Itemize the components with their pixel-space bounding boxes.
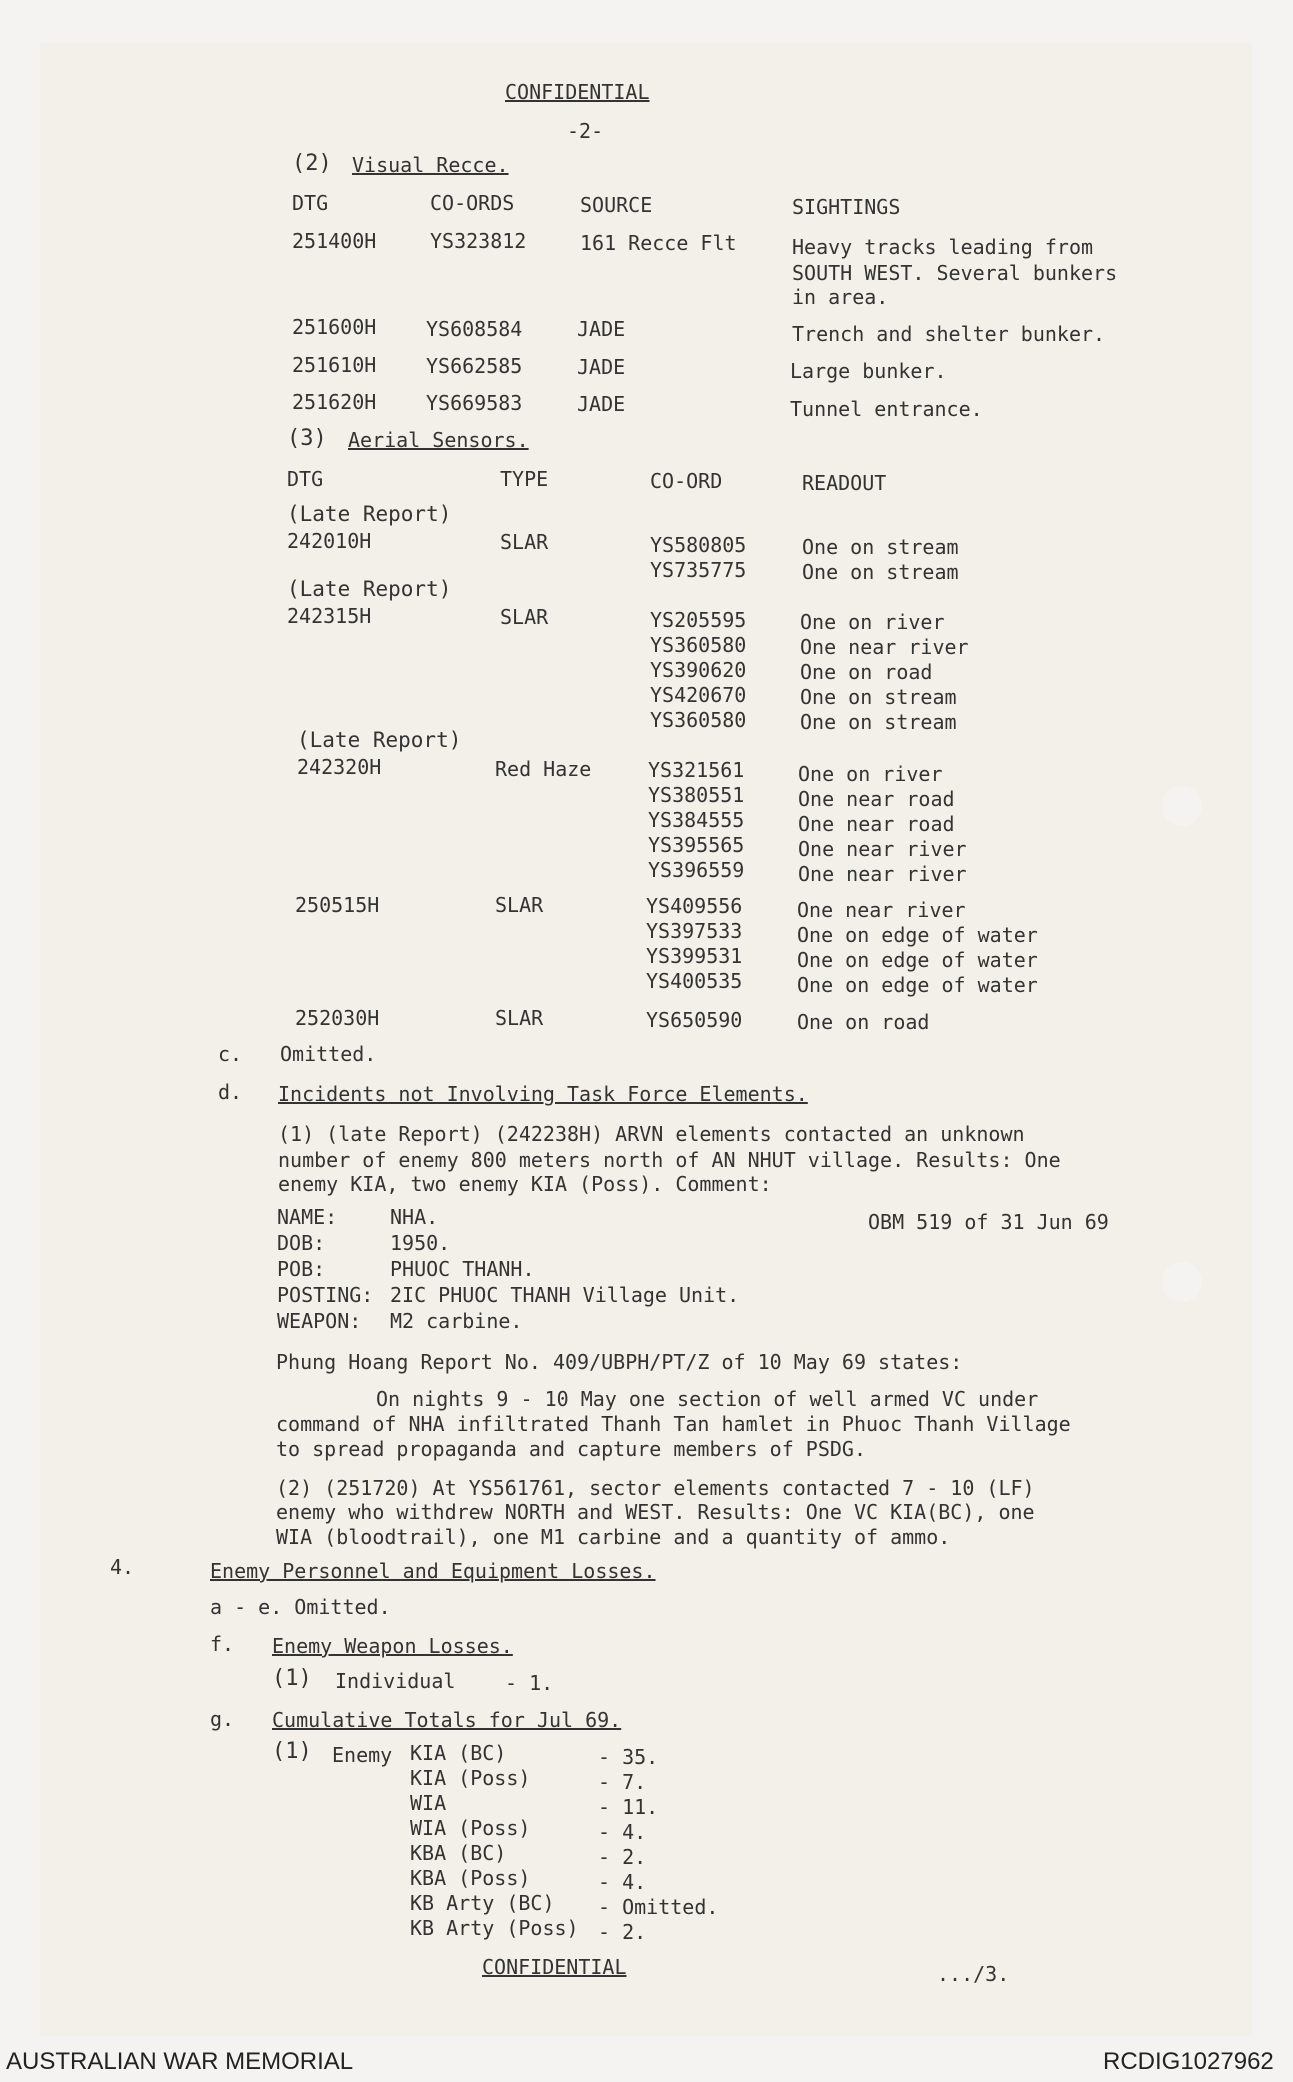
table-cell: in area. [792,285,889,309]
table-cell: YS669583 [426,391,523,415]
table-cell: One near river [798,862,967,886]
total-value: - 7. [598,1770,647,1794]
paragraph-line: On nights 9 - 10 May one section of well armed VC under [376,1387,1039,1411]
section-title: Cumulative Totals for Jul 69. [272,1708,622,1732]
table-cell: One on river [798,762,943,786]
total-value: - 2. [598,1920,647,1944]
total-value: - 11. [598,1795,659,1819]
detail-value: NHA. [390,1205,439,1229]
page-continuation: .../3. [937,1962,1010,1986]
punch-hole [1162,1262,1202,1302]
table-cell: 250515H [295,893,380,917]
table-cell: Red Haze [495,757,592,781]
total-value: - 4. [598,1820,647,1844]
table-cell: Tunnel entrance. [790,397,983,421]
table-cell: Large bunker. [790,359,947,383]
section-number: (3) [287,426,327,451]
table-cell: YS420670 [650,683,747,707]
table-cell: 251400H [292,229,377,253]
detail-value: 2IC PHUOC THANH Village Unit. [390,1283,740,1307]
obm-reference: OBM 519 of 31 Jun 69 [868,1210,1109,1234]
paragraph-line: (1) (late Report) (242238H) ARVN elements contacted an unknown [278,1122,1025,1146]
total-label: KB Arty (BC) [410,1891,555,1915]
table-cell: JADE [577,355,626,379]
table-cell: YS380551 [648,783,745,807]
table-cell: SLAR [495,1006,544,1030]
paragraph-number: 4. [110,1555,135,1579]
item-value: - 1. [505,1671,554,1695]
late-report-note: (Late Report) [287,502,452,526]
table-cell: One near river [797,898,966,922]
table-cell: YS360580 [650,633,747,657]
detail-value: M2 carbine. [390,1309,523,1333]
table-cell: One on stream [802,535,959,559]
table-cell: One near road [798,787,955,811]
table-cell: One on edge of water [797,923,1038,947]
classification-header: CONFIDENTIAL [505,80,650,104]
table-cell: One on stream [800,710,957,734]
table-cell: 161 Recce Flt [580,231,737,255]
total-label: WIA (Poss) [410,1816,531,1840]
section-letter: f. [210,1632,235,1656]
table-cell: YS400535 [646,969,743,993]
table-cell: One near river [798,837,967,861]
column-header: READOUT [802,471,887,495]
section-title: Aerial Sensors. [348,428,529,452]
table-cell: SOUTH WEST. Several bunkers [792,261,1118,285]
total-label: KIA (Poss) [410,1766,531,1790]
table-cell: SLAR [500,605,549,629]
total-label: KB Arty (Poss) [410,1916,579,1940]
total-label: KIA (BC) [410,1741,507,1765]
table-cell: YS580805 [650,533,747,557]
total-label: KBA (BC) [410,1841,507,1865]
table-cell: 242320H [297,755,382,779]
table-cell: JADE [577,392,626,416]
table-cell: YS323812 [430,229,527,253]
section-title: Enemy Weapon Losses. [272,1634,513,1658]
paragraph-line: WIA (bloodtrail), one M1 carbine and a quantity of ammo. [276,1525,951,1549]
table-cell: 242315H [287,604,372,628]
archive-name: AUSTRALIAN WAR MEMORIAL [6,2048,354,2075]
table-cell: One near road [798,812,955,836]
classification-footer: CONFIDENTIAL [482,1955,627,1979]
table-cell: 251610H [292,353,377,377]
paragraph-line: enemy who withdrew NORTH and WEST. Results: One VC KIA(BC), one [276,1500,1035,1524]
total-value: - 35. [598,1745,659,1769]
table-cell: One near river [800,635,969,659]
page-number: -2- [567,119,604,143]
table-cell: YS390620 [650,658,747,682]
section-letter: d. [218,1080,243,1104]
table-cell: YS650590 [646,1008,743,1032]
section-letter: c. [218,1042,243,1066]
paragraph-line: enemy KIA, two enemy KIA (Poss). Comment: [278,1172,772,1196]
table-cell: 251620H [292,390,377,414]
detail-value: PHUOC THANH. [390,1257,535,1281]
table-cell: SLAR [495,893,544,917]
column-header: DTG [287,467,324,491]
column-header: CO-ORDS [430,191,515,215]
section-text: a - e. Omitted. [210,1595,391,1619]
table-cell: YS608584 [426,317,523,341]
detail-label: NAME: [277,1205,338,1229]
table-cell: YS321561 [648,758,745,782]
column-header: SOURCE [580,193,653,217]
item-number: (1) [272,1666,312,1691]
section-letter: g. [210,1707,235,1731]
table-cell: YS360580 [650,708,747,732]
table-cell: 252030H [295,1006,380,1030]
table-cell: One on road [797,1010,930,1034]
table-cell: 242010H [287,529,372,553]
late-report-note: (Late Report) [287,577,452,601]
table-cell: YS205595 [650,608,747,632]
table-cell: One on stream [800,685,957,709]
column-header: CO-ORD [650,469,723,493]
paragraph-line: command of NHA infiltrated Thanh Tan hamlet in Phuoc Thanh Village [276,1412,1071,1436]
table-cell: SLAR [500,530,549,554]
punch-hole [1162,786,1202,826]
total-value: - 2. [598,1845,647,1869]
section-number: (2) [292,151,332,176]
table-cell: YS396559 [648,858,745,882]
table-cell: 251600H [292,315,377,339]
table-cell: YS399531 [646,944,743,968]
table-cell: One on edge of water [797,973,1038,997]
table-cell: YS409556 [646,894,743,918]
table-cell: YS662585 [426,354,523,378]
table-cell: YS397533 [646,919,743,943]
section-title: Enemy Personnel and Equipment Losses. [210,1559,656,1583]
table-cell: One on stream [802,560,959,584]
total-value: - Omitted. [598,1895,719,1919]
section-title: Visual Recce. [352,153,509,177]
total-label: WIA [410,1791,447,1815]
table-cell: Trench and shelter bunker. [792,322,1106,346]
detail-label: DOB: [277,1231,326,1255]
table-cell: YS384555 [648,808,745,832]
detail-label: POSTING: [277,1283,374,1307]
column-header: TYPE [500,467,549,491]
detail-label: POB: [277,1257,326,1281]
total-label: KBA (Poss) [410,1866,531,1890]
record-reference: RCDIG1027962 [1103,2048,1274,2075]
section-text: Omitted. [280,1042,377,1066]
late-report-note: (Late Report) [297,728,462,752]
report-reference: Phung Hoang Report No. 409/UBPH/PT/Z of 10 May 69 states: [276,1350,963,1374]
table-cell: YS395565 [648,833,745,857]
paragraph-line: to spread propaganda and capture members of PSDG. [276,1437,867,1461]
item-label: Individual [335,1669,456,1693]
item-number: (1) [272,1739,312,1764]
section-title: Incidents not Involving Task Force Elements. [278,1082,808,1106]
table-cell: One on river [800,610,945,634]
table-cell: Heavy tracks leading from [792,235,1094,259]
item-label: Enemy [332,1743,393,1767]
paragraph-line: number of enemy 800 meters north of AN NHUT village. Results: One [278,1148,1061,1172]
detail-label: WEAPON: [277,1309,362,1333]
detail-value: 1950. [390,1231,451,1255]
total-value: - 4. [598,1870,647,1894]
table-cell: One on edge of water [797,948,1038,972]
table-cell: JADE [577,317,626,341]
table-cell: YS735775 [650,558,747,582]
paragraph-line: (2) (251720) At YS561761, sector elements contacted 7 - 10 (LF) [276,1476,1035,1500]
column-header: SIGHTINGS [792,195,901,219]
column-header: DTG [292,191,329,215]
table-cell: One on road [800,660,933,684]
